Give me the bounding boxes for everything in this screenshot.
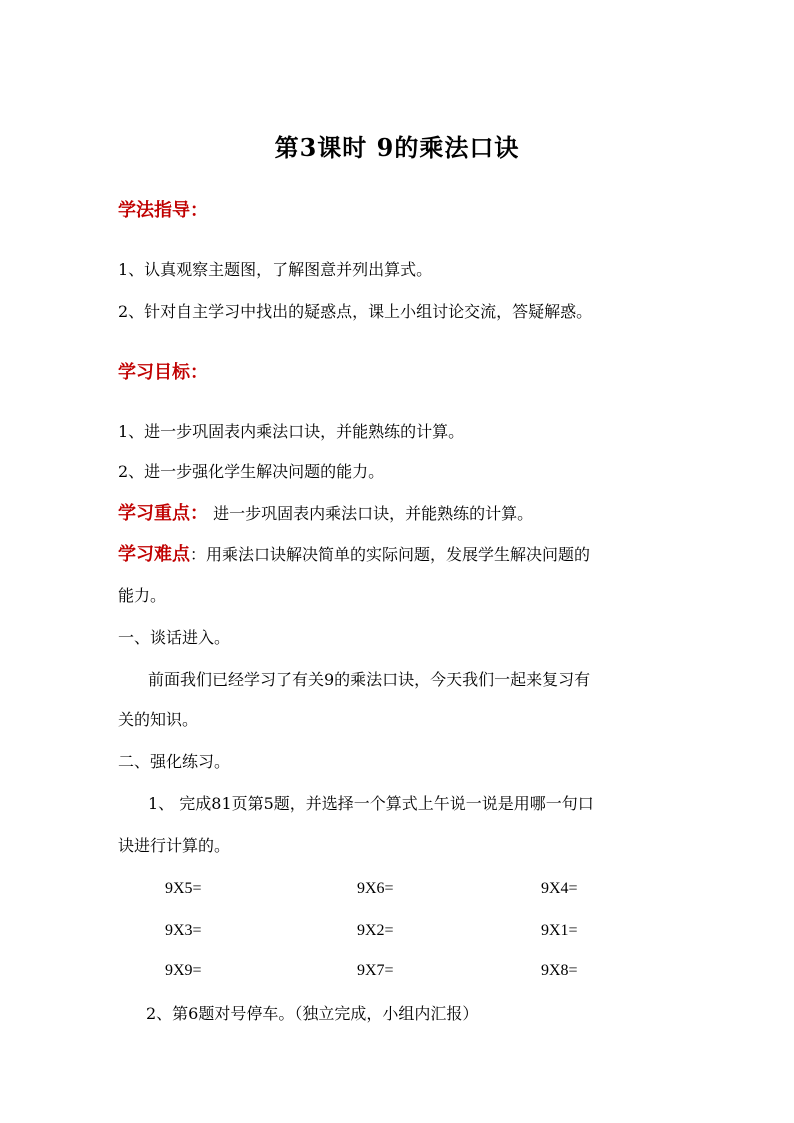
objectives-item-2: 2、进一步强化学生解决问题的能力。: [118, 462, 385, 481]
section-1-paragraph: 前面我们已经学习了有关9的乘法口诀，今天我们一起来复习有: [148, 670, 591, 689]
equation: 9X1=: [541, 922, 578, 939]
difficulty-line: [118, 543, 590, 567]
key-point-line: [118, 502, 533, 526]
equation: 9X5=: [165, 880, 202, 897]
equation: 9X7=: [357, 962, 394, 979]
difficulty-text-continued: 能力。: [118, 586, 167, 605]
method-guide-item-2: 2、针对自主学习中找出的疑惑点，课上小组讨论交流，答疑解惑。: [118, 302, 593, 321]
task-2-text: 2、第6题对号停车。（独立完成，小组内汇报）: [146, 1004, 479, 1023]
equation: 9X8=: [541, 962, 578, 979]
method-guide-heading: 学法指导：: [118, 200, 208, 221]
section-2-heading: 二、强化练习。: [118, 752, 231, 771]
equation: 9X4=: [541, 880, 578, 897]
key-point-text: 进一步巩固表内乘法口诀，并能熟练的计算。: [208, 504, 534, 523]
task-1-text-continued: 诀进行计算的。: [118, 836, 231, 855]
key-point-label: 学习重点：: [118, 503, 208, 524]
equation: 9X6=: [357, 880, 394, 897]
task-1-text: 1、 完成81页第5题，并选择一个算式上午说一说是用哪一句口: [148, 794, 594, 813]
page-title: 第3课时 9的乘法口诀: [274, 133, 520, 162]
equation: 9X2=: [357, 922, 394, 939]
section-1-heading: 一、谈话进入。: [118, 628, 231, 647]
method-guide-item-1: 1、认真观察主题图，了解图意并列出算式。: [118, 260, 433, 279]
difficulty-label: 学习难点: [118, 544, 190, 565]
equation: 9X9=: [165, 962, 202, 979]
difficulty-text: ：用乘法口诀解决简单的实际问题，发展学生解决问题的: [190, 545, 591, 564]
section-1-paragraph-continued: 关的知识。: [118, 710, 199, 729]
objectives-item-1: 1、进一步巩固表内乘法口诀，并能熟练的计算。: [118, 422, 465, 441]
objectives-heading: 学习目标：: [118, 362, 208, 383]
equation: 9X3=: [165, 922, 202, 939]
